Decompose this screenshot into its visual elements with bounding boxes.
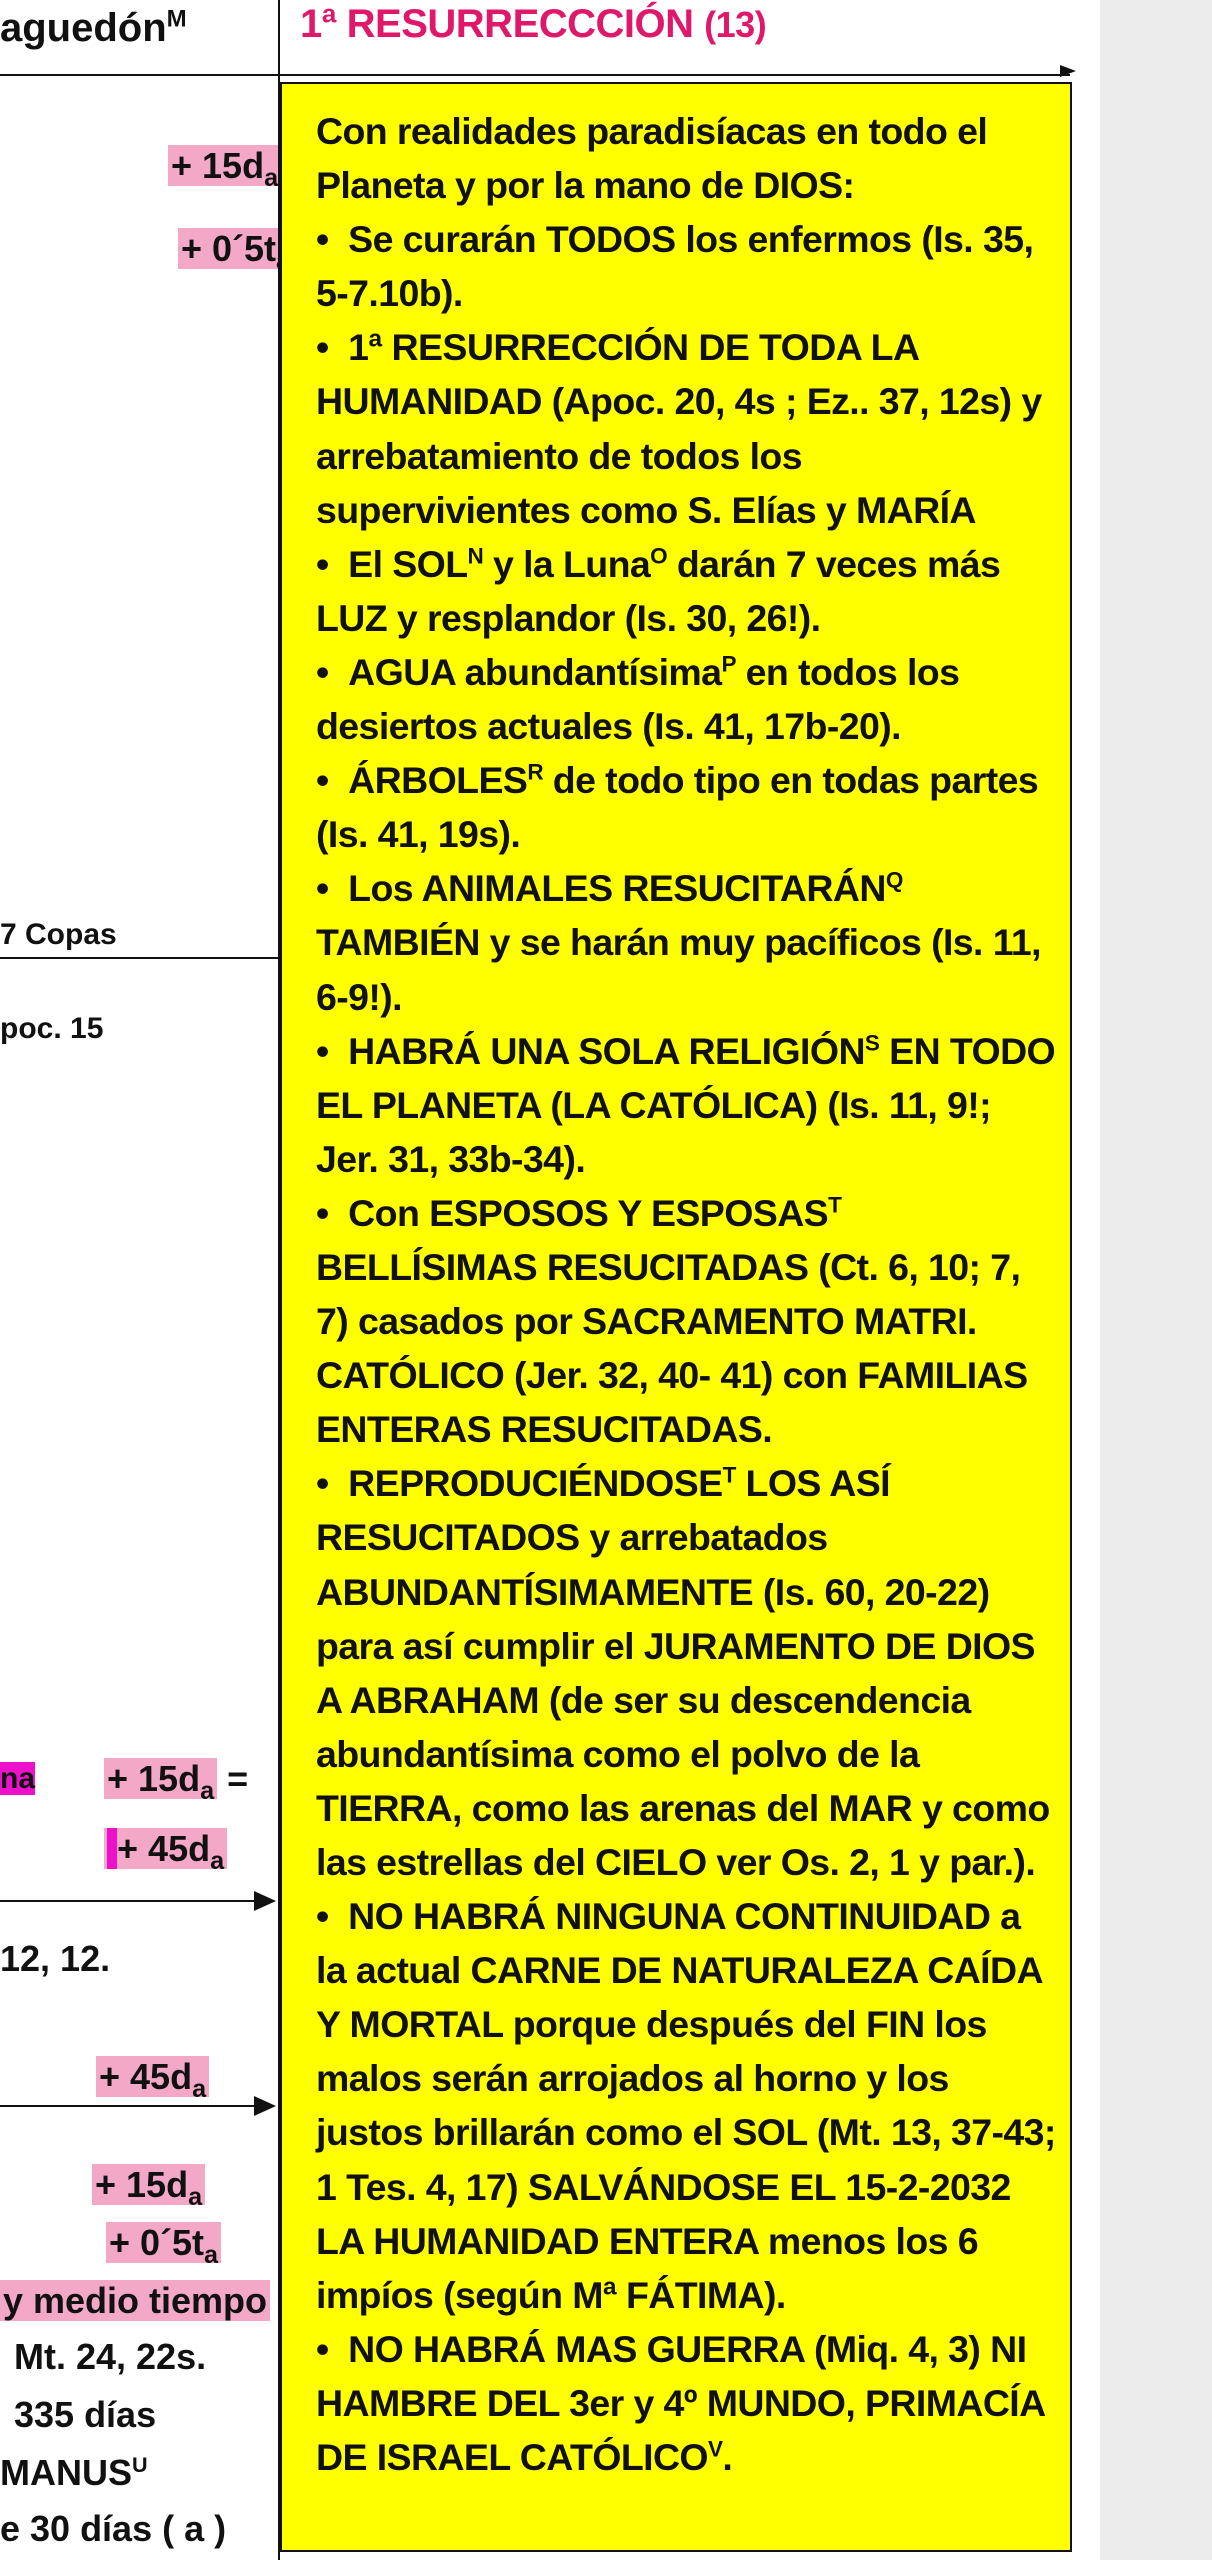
bullet-3: • El $SOL^N$ y la Luna$^O$ darán 7 veces más LUZ y resplandor (Is. 30, 26!). (316, 537, 1060, 645)
row-15da-2: + $15d_a$ (92, 2164, 205, 2206)
apoc-ref: poc. 15 (0, 1012, 104, 1045)
manus: $MANUS^U$ (0, 2452, 148, 2493)
ref-12-12: 12, 12. (0, 1938, 111, 1979)
na-fragment: na (0, 1762, 36, 1795)
row-05ta: + 0´5t (178, 228, 293, 270)
bullet-4: • AGUA abundantísima$^P$ en todos los desiertos actuales (Is. 41, 17b-20). (316, 645, 1060, 753)
bullet-7: • HABRÁ UNA SOLA $RELIGIÓN^S$ EN TODO EL PLANETA (LA CATÓLICA) (Is. 11, 9!; Jer. 31, 33b-34). (316, 1024, 1060, 1186)
row-15da: + $15d_a$ (168, 145, 281, 187)
arrow-head-2 (254, 2096, 276, 2116)
mt-ref: Mt. 24, 22s. (14, 2336, 207, 2377)
bullet-8: • Con ESPOSOS Y $ESPOSAS^T$ BELLÍSIMAS RESUCITADAS (Ct. 6, 10; 7, 7) casados por SACRAMENTO MATRI. CATÓLICO (Jer. 32, 40- 41) con FAMILIAS ENTERAS RESUCITADAS. (316, 1186, 1060, 1456)
arrow-line-1 (0, 1900, 256, 1902)
left-header: aguedón$^M$ (0, 5, 187, 50)
row-45da: + $45d_a$ (104, 1828, 227, 1870)
title-rule (280, 74, 1070, 76)
resurrection-box (280, 82, 1072, 2552)
bullet-9: • $REPRODUCIÉNDOSE^T$ LOS ASÍ RESUCITADOS y arrebatados ABUNDANTÍSIMAMENTE (Is. 60, 20-22) para así cumplir el JURAMENTO DE DIOS A ABRAHAM (de ser su descendencia abundantísima como el polvo de la TIERRA, como las arenas del MAR y como las estrellas del CIELO ver Os. 2, 1 y par.). (316, 1456, 1060, 1889)
bullet-11: • NO HABRÁ MAS GUERRA (Miq. 4, 3) NI HAMBRE DEL 3er y 4º MUNDO, PRIMACÍA DE ISRAEL $CATÓLICO^V$. (316, 2322, 1060, 2484)
intro-text: Con realidades paradisíacas en todo el Planeta y por la mano de DIOS: (316, 110, 988, 207)
row-45da-2: + $45d_a$ (96, 2056, 209, 2098)
page-title: 1ª RESURRECCCIÓN (13) (300, 2, 767, 46)
copas-label: 7 Copas (0, 918, 117, 951)
title-arrow-head (1060, 65, 1076, 77)
bullet-2: • 1ª RESURRECCIÓN DE TODA LA HUMANIDAD (Apoc. 20, 4s ; Ez.. 37, 12s) y arrebatamiento de todos los supervivientes como S. Elías y MARÍA (316, 320, 1060, 536)
bullet-6: • Los ANIMALES $RESUCITARÁN^Q$ TAMBIÉN y se harán muy pacíficos (Is. 11, 6-9!). (316, 861, 1060, 1023)
bullet-10: • NO HABRÁ NINGUNA CONTINUIDAD a la actual CARNE DE NATURALEZA CAÍDA Y MORTAL porque después del FIN los malos serán arrojados al horno y los justos brillarán como el SOL (Mt. 13, 37-43; 1 Tes. 4, 17) SALVÁNDOSE EL 15-2-2032 LA HUMANIDAD ENTERA menos los 6 impíos (según Mª FÁTIMA). (316, 1889, 1060, 2322)
row-05ta-2: + $0´5t_a$ (106, 2222, 221, 2264)
arrow-line-2 (0, 2105, 256, 2107)
bullet-1: • Se curarán TODOS los enfermos (Is. 35, 5-7.10b). (316, 212, 1060, 320)
dias-30: e 30 días ( a ) (0, 2508, 227, 2549)
side-panel (1100, 0, 1212, 2560)
dias-335: 335 días (14, 2394, 157, 2435)
medio-tiempo: y medio tiempo (0, 2280, 270, 2322)
copas-rule (0, 957, 278, 959)
row-15da-eq: + $15d_a$ = (104, 1758, 248, 1800)
bullet-5: • $ÁRBOLES^R$ de todo tipo en todas partes (Is. 41, 19s). (316, 753, 1060, 861)
header-rule-left (0, 74, 278, 76)
arrow-head-1 (254, 1891, 276, 1911)
